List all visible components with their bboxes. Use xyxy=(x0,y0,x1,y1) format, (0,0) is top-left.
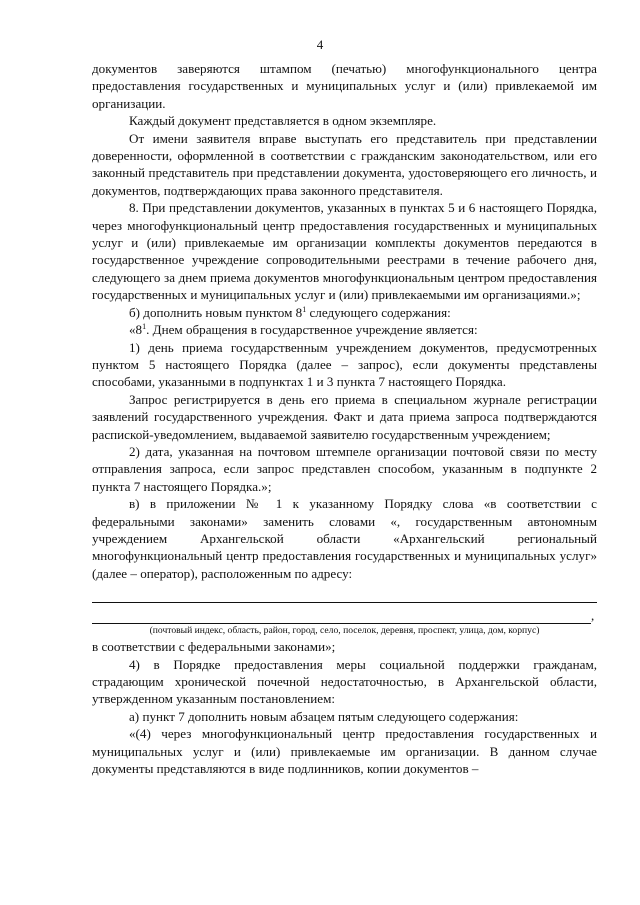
paragraph-12: 4) в Порядке предоставления меры социальной поддержки гражданам, страдающим хронической почечной недостаточностью, в Архангельской области, утвержденном указанным постановлением: xyxy=(92,656,597,707)
paragraph-2: Каждый документ представляется в одном экземпляре. xyxy=(129,113,437,129)
paragraph-9: 2) дата, указанная на почтовом штемпеле организации почтовой связи по месту отправления запроса, если запрос представлен способом, указанным в подпункте 2 пункта 7 настоящего Порядка.»; xyxy=(92,443,597,494)
paragraph-3: От имени заявителя вправе выступать его представитель при представлении доверенности, оформленной в соответствии с гражданским законодательством, или его законный представитель при представлении документа, удостоверяющего его личность, и документов, подтверждающих права законного представителя. xyxy=(92,130,597,198)
paragraph-11: в соответствии с федеральными законами»; xyxy=(92,639,336,655)
paragraph-5-text: б) дополнить новым пунктом 8 xyxy=(129,304,303,320)
paragraph-1: документов заверяются штампом (печатью) многофункционального центра предоставления государственных и муниципальных услуг и (или) привлекаемой им организации. xyxy=(92,61,597,111)
paragraph-6-text: «8 xyxy=(129,322,143,338)
address-fill-row xyxy=(92,603,597,624)
paragraph-8: Запрос регистрируется в день его приема в специальном журнале регистрации заявлений государственного учреждения. Факт и дата приема запроса подтверждаются распиской-уведомлением, выдаваемой заявителю государственным учреждением; xyxy=(92,391,597,442)
paragraph-5-text-end: следующего содержания: xyxy=(306,304,451,320)
paragraph-7: 1) день приема государственным учреждением документов, предусмотренных пунктом 5 настоящего Порядка (далее – запрос), если документы представлены способами, указанными в подпунктах 1 и 3 пункта 7 настоящего Порядка. xyxy=(92,339,597,390)
paragraph-6-superscript: 1 xyxy=(142,322,147,332)
address-fill-line-1 xyxy=(92,586,597,603)
address-line-comma: , xyxy=(591,607,595,623)
address-fill-line-2 xyxy=(92,607,591,624)
page-number: 4 xyxy=(316,37,324,52)
document-body xyxy=(92,60,597,777)
paragraph-10: в) в приложении № 1 к указанному Порядку слова «в соответствии с федеральными законами» заменить словами «, государственным автономным учреждением Архангельской области «Архангельский региональный многофункциональный центр предоставления государственных и муниципальных услуг» (далее – оператор), расположенным по адресу: xyxy=(92,496,597,581)
paragraph-6-text-end: . Днем обращения в государственное учреждение является: xyxy=(146,322,478,338)
paragraph-14: «(4) через многофункциональный центр предоставления государственных и муниципальных услуг и (или) привлекаемые им организации. В данном случае документы представляются в виде подлинников, копии документов – xyxy=(92,726,597,777)
paragraph-5-superscript: 1 xyxy=(302,304,307,314)
paragraph-6 xyxy=(92,321,597,338)
paragraph-5 xyxy=(92,304,597,321)
address-caption: (почтовый индекс, область, район, город, село, поселок, деревня, проспект, улица, дом, корпус) xyxy=(149,625,540,637)
paragraph-13: а) пункт 7 дополнить новым абзацем пятым следующего содержания: xyxy=(129,708,519,724)
paragraph-4: 8. При представлении документов, указанных в пунктах 5 и 6 настоящего Порядка, через многофункциональный центр предоставления государственных и муниципальных услуг и (или) привлекаемые им организации комплекты документов передаются в государственное учреждение сопроводительными реестрами в течение рабочего дня, следующего за днем приема документов многофункциональным центром предоставления государственных и муниципальных услуг и (или) привлекаемыми им организациями.»; xyxy=(92,200,597,303)
